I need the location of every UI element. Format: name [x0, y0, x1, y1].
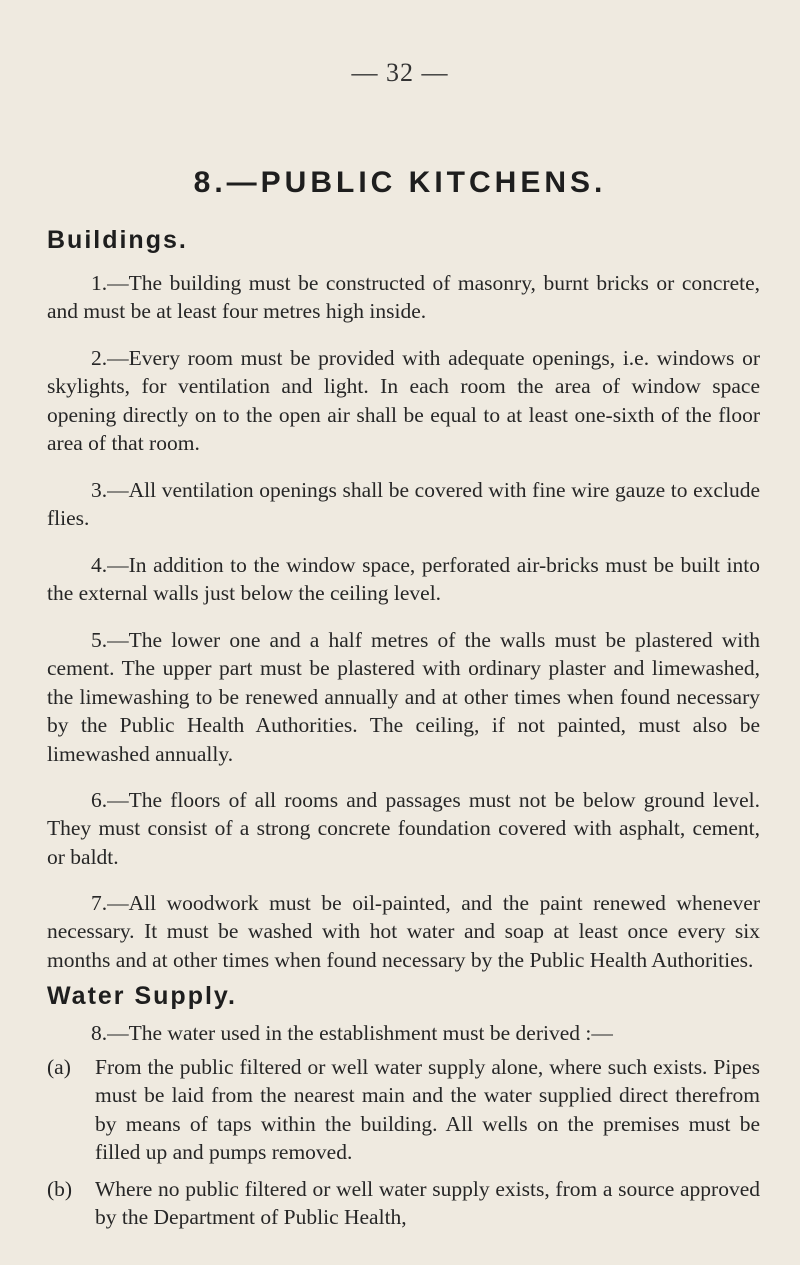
- paragraph-7: 7.—All woodwork must be oil-painted, and the paint renewed whenever necessary. It must be washed with hot water and soap at least once every six months and at other times when found necessary by the Public Health Authorities.: [47, 891, 760, 972]
- paragraph-4: 4.—In addition to the window space, perforated air-bricks must be built into the external walls just below the ceiling level.: [47, 553, 760, 606]
- section-heading-water-supply: Water Supply.: [47, 982, 237, 1010]
- paragraph-3: 3.—All ventilation openings shall be covered with fine wire gauze to exclude flies.: [47, 478, 760, 531]
- paragraph-6: 6.—The floors of all rooms and passages must not be below ground level. They must consist of a strong concrete foundation covered with asphalt, cement, or baldt.: [47, 788, 760, 869]
- paragraph-5: 5.—The lower one and a half metres of the walls must be plastered with cement. The upper part must be plastered with ordinary plaster and limewashed, the limewashing to be renewed annually and at other times when found necessary by the Public Health Authorities. The ceiling, if not painted, must also be limewashed annually.: [47, 628, 760, 766]
- sub-item-text: From the public filtered or well water supply alone, where such exists. Pipes must be laid from the nearest main and the water supplied direct therefrom by means of taps within the building. All wells on the premises must be filled up and pumps removed.: [95, 1055, 760, 1165]
- paragraph-8-intro: 8.—The water used in the establishment must be derived :—: [91, 1021, 613, 1045]
- paragraph-1: 1.—The building must be constructed of masonry, burnt bricks or concrete, and must be at least four metres high inside.: [47, 271, 760, 324]
- chapter-title: 8.—PUBLIC KITCHENS.: [193, 166, 607, 199]
- sub-item-marker: (b): [47, 1177, 73, 1201]
- sub-item-text: Where no public filtered or well water supply exists, from a source approved by the Department of Public Health,: [95, 1177, 760, 1230]
- section-heading-buildings: Buildings.: [47, 226, 188, 254]
- sub-item-b: [47, 1175, 760, 1232]
- sub-item-a: [47, 1053, 760, 1167]
- paragraph-2: 2.—Every room must be provided with adequate openings, i.e. windows or skylights, for ventilation and light. In each room the area of window space opening directly on to the open air shall be equal to at least one-sixth of the floor area of that room.: [47, 346, 760, 456]
- sub-item-marker: (a): [47, 1055, 71, 1079]
- page-number: — 32 —: [351, 58, 449, 87]
